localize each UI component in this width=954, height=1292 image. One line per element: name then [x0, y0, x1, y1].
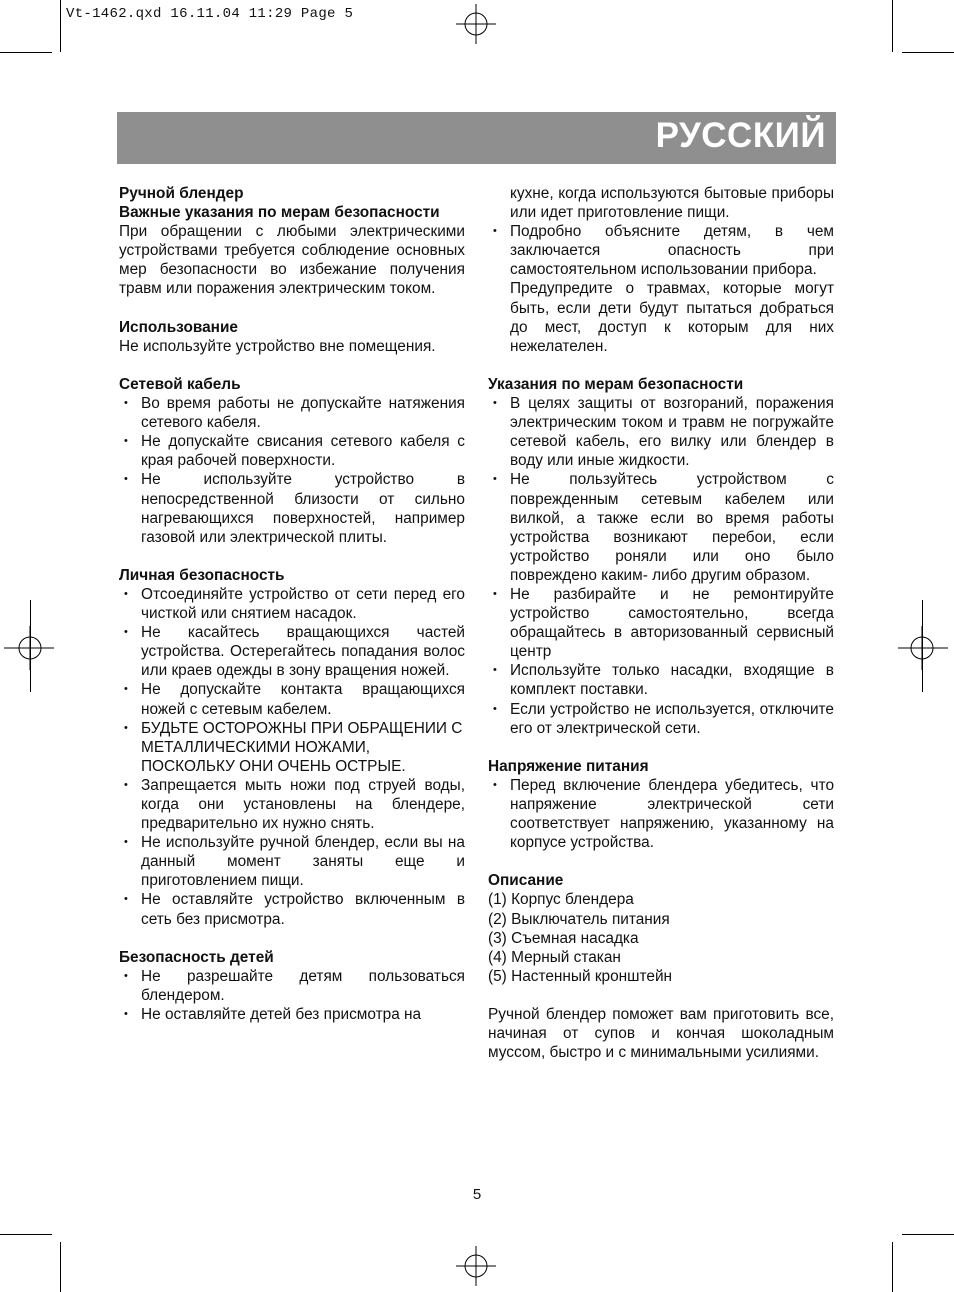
list-item: • В целях защиты от возгораний, поражения электрическим током и травм не погружайте сетевой кабель, его вилку или блендер в воду или иные жидкости. — [488, 394, 834, 470]
description-item: (5) Настенный кронштейн — [488, 967, 673, 985]
description-item: (4) Мерный стакан — [488, 948, 621, 966]
page-number: 5 — [472, 1186, 482, 1203]
cable-heading: Сетевой кабель — [119, 375, 241, 393]
language-banner — [117, 112, 836, 164]
voltage-heading: Напряжение питания — [488, 757, 649, 775]
usage-text: Не используйте устройство вне помещения. — [119, 337, 436, 355]
list-item: • Не пользуйтесь устройством с поврежденным сетевым кабелем или вилкой, а также если во время работы устройства возникают перебои, если устройство роняли или оно было повреждено каким- либо другим образом. — [488, 470, 834, 585]
left-column — [119, 184, 465, 1024]
description-item: (2) Выключатель питания — [488, 910, 670, 928]
right-column — [488, 184, 834, 1062]
crop-mark — [0, 1234, 52, 1235]
crop-mark — [30, 600, 31, 692]
crop-mark — [892, 1242, 893, 1292]
description-heading: Описание — [488, 872, 564, 890]
list-item: • Не разбирайте и не ремонтируйте устройство самостоятельно, всегда обращайтесь в авторизованный сервисный центр — [488, 585, 834, 661]
children-safety-list-cont — [488, 222, 834, 279]
list-item: • Не используйте устройство в непосредственной близости от сильно нагревающихся поверхностей, например газовой или электрической плиты. — [119, 470, 465, 546]
list-item: • Отсоединяйте устройство от сети перед его чисткой или снятием насадок. — [119, 585, 465, 623]
list-item: • Не используйте ручной блендер, если вы на данный момент заняты еще и приготовлением пищи. — [119, 833, 465, 890]
list-item: • Не оставляйте устройство включенным в сеть без присмотра. — [119, 890, 465, 928]
file-slug: Vt-1462.qxd 16.11.04 11:29 Page 5 — [66, 6, 354, 22]
voltage-list — [488, 776, 834, 852]
list-item: • БУДЬТЕ ОСТОРОЖНЫ ПРИ ОБРАЩЕНИИ С МЕТАЛЛИЧЕСКИМИ НОЖАМИ, ПОСКОЛЬКУ ОНИ ОЧЕНЬ ОСТРЫЕ. — [119, 719, 465, 776]
safety-text: При обращении с любыми электрическими устройствами требуется соблюдение основных мер безопасности во избежание получения травм или поражения электрическим током. — [119, 223, 465, 298]
list-item: • Не касайтесь вращающихся частей устройства. Остерегайтесь попадания волос или краев одежды в зону вращения ножей. — [119, 623, 465, 680]
safety-heading: Важные указания по мерам безопасности — [119, 204, 440, 222]
safety-measures-heading: Указания по мерам безопасности — [488, 375, 744, 393]
crop-mark — [892, 0, 893, 52]
registration-mark-icon — [456, 4, 496, 44]
registration-mark-icon — [898, 626, 948, 670]
crop-mark — [902, 1234, 954, 1235]
list-item: • Используйте только насадки, входящие в комплект поставки. — [488, 661, 834, 699]
children-safety-heading: Безопасность детей — [119, 948, 274, 966]
crop-mark — [922, 600, 923, 692]
crop-mark — [0, 52, 52, 53]
children-safety-list — [119, 967, 465, 1024]
list-item: • Если устройство не используется, отключите его от электрической сети. — [488, 700, 834, 738]
description-item: (3) Съемная насадка — [488, 929, 639, 947]
crop-mark — [60, 1242, 61, 1292]
cable-list — [119, 394, 465, 547]
list-item: • Не оставляйте детей без присмотра на — [119, 1005, 465, 1024]
list-item: • Перед включение блендера убедитесь, что напряжение электрической сети соответствует напряжению, указанному на корпусе устройства. — [488, 776, 834, 852]
personal-safety-list — [119, 585, 465, 929]
children-continuation: кухне, когда используются бытовые приборы или идет приготовление пищи. — [510, 185, 834, 222]
list-item: • Подробно объясните детям, в чем заключается опасность при самостоятельном использовании прибора. — [488, 222, 834, 279]
registration-mark-icon — [456, 1246, 496, 1286]
list-item: • Не допускайте контакта вращающихся ножей с сетевым кабелем. — [119, 680, 465, 718]
list-item: • Не разрешайте детям пользоваться блендером. — [119, 967, 465, 1005]
banner-title: РУССКИЙ — [655, 116, 826, 155]
crop-mark — [60, 0, 61, 52]
personal-safety-heading: Личная безопасность — [119, 566, 285, 584]
list-item: • Не допускайте свисания сетевого кабеля с края рабочей поверхности. — [119, 432, 465, 470]
product-title: Ручной блендер — [119, 185, 244, 202]
registration-mark-icon — [4, 626, 54, 670]
children-note: Предупредите о травмах, которые могут быть, если дети будут пытаться добраться до мест, доступ к которым для них нежелателен. — [510, 280, 834, 355]
safety-measures-list — [488, 394, 834, 738]
usage-heading: Использование — [119, 318, 238, 336]
list-item: • Запрещается мыть ножи под струей воды, когда они установлены на блендере, предварительно их нужно снять. — [119, 776, 465, 833]
list-item: • Во время работы не допускайте натяжения сетевого кабеля. — [119, 394, 465, 432]
crop-mark — [902, 52, 954, 53]
description-item: (1) Корпус блендера — [488, 891, 634, 909]
closing-text: Ручной блендер поможет вам приготовить все, начиная от супов и кончая шоколадным муссом, быстро и с минимальными усилиями. — [488, 1006, 834, 1062]
